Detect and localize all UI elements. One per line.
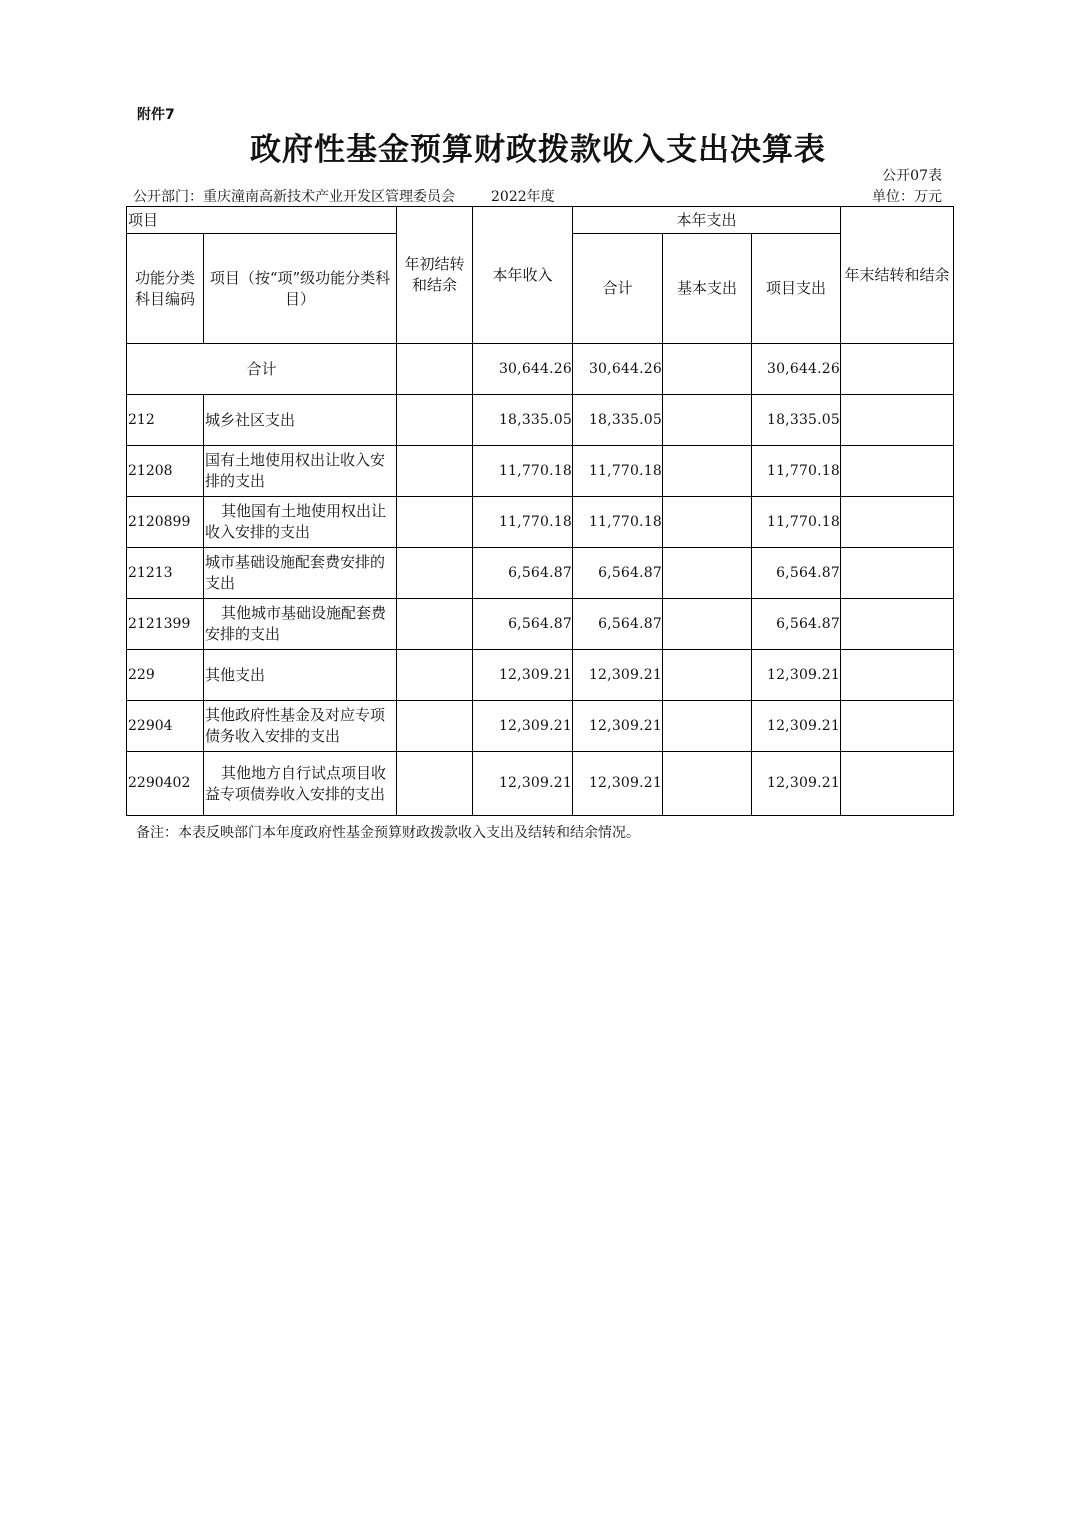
- row-total: 11,770.18: [573, 446, 663, 497]
- row-total: 11,770.18: [573, 497, 663, 548]
- department-label: 公开部门：重庆潼南高新技术产业开发区管理委员会: [133, 189, 455, 205]
- header-name: 项目（按“项”级功能分类科目）: [204, 234, 397, 344]
- row-name: 其他国有土地使用权出让收入安排的支出: [204, 497, 397, 548]
- row-income: 12,309.21: [473, 701, 573, 752]
- row-code: 2290402: [127, 752, 204, 816]
- page-title: 政府性基金预算财政拨款收入支出决算表: [250, 132, 826, 168]
- header-code: 功能分类科目编码: [127, 234, 204, 344]
- header-project: 项目支出: [752, 234, 841, 344]
- table-row: [127, 548, 954, 599]
- header-item: 项目: [127, 207, 397, 234]
- row-basic: [663, 497, 752, 548]
- header-closing: 年末结转和结余: [841, 207, 954, 344]
- total-income: 30,644.26: [473, 344, 573, 395]
- row-project: 12,309.21: [752, 701, 841, 752]
- row-project: 11,770.18: [752, 497, 841, 548]
- row-closing: [841, 497, 954, 548]
- table-row: [127, 701, 954, 752]
- table-row: [127, 752, 954, 816]
- total-project: 30,644.26: [752, 344, 841, 395]
- budget-table: [126, 206, 954, 816]
- row-income: 18,335.05: [473, 395, 573, 446]
- header-total: 合计: [573, 234, 663, 344]
- row-total: 6,564.87: [573, 548, 663, 599]
- total-opening: [397, 344, 473, 395]
- total-basic: [663, 344, 752, 395]
- row-code: 229: [127, 650, 204, 701]
- row-income: 12,309.21: [473, 752, 573, 816]
- row-code: 22904: [127, 701, 204, 752]
- row-project: 6,564.87: [752, 548, 841, 599]
- unit-label: 单位：万元: [872, 189, 942, 205]
- table-row: [127, 446, 954, 497]
- row-name: 城乡社区支出: [204, 395, 397, 446]
- row-code: 21208: [127, 446, 204, 497]
- row-code: 2121399: [127, 599, 204, 650]
- table-row: [127, 497, 954, 548]
- row-closing: [841, 446, 954, 497]
- row-basic: [663, 446, 752, 497]
- header-income: 本年收入: [473, 207, 573, 344]
- total-row: [127, 344, 954, 395]
- row-opening: [397, 497, 473, 548]
- row-name: 城市基础设施配套费安排的支出: [204, 548, 397, 599]
- row-total: 12,309.21: [573, 752, 663, 816]
- row-total: 12,309.21: [573, 650, 663, 701]
- row-code: 2120899: [127, 497, 204, 548]
- row-project: 6,564.87: [752, 599, 841, 650]
- total-closing: [841, 344, 954, 395]
- row-income: 6,564.87: [473, 548, 573, 599]
- row-basic: [663, 548, 752, 599]
- row-project: 12,309.21: [752, 752, 841, 816]
- row-name: 其他支出: [204, 650, 397, 701]
- row-income: 11,770.18: [473, 497, 573, 548]
- row-total: 6,564.87: [573, 599, 663, 650]
- row-total: 18,335.05: [573, 395, 663, 446]
- department-line: [133, 186, 555, 206]
- header-opening: 年初结转和结余: [397, 207, 473, 344]
- row-income: 11,770.18: [473, 446, 573, 497]
- row-income: 12,309.21: [473, 650, 573, 701]
- row-closing: [841, 752, 954, 816]
- row-code: 212: [127, 395, 204, 446]
- row-name: 其他政府性基金及对应专项债务收入安排的支出: [204, 701, 397, 752]
- row-income: 6,564.87: [473, 599, 573, 650]
- row-closing: [841, 548, 954, 599]
- row-project: 11,770.18: [752, 446, 841, 497]
- row-name: 其他地方自行试点项目收益专项债券收入安排的支出: [204, 752, 397, 816]
- header-basic: 基本支出: [663, 234, 752, 344]
- row-basic: [663, 701, 752, 752]
- fiscal-year: 2022年度: [491, 189, 555, 205]
- row-basic: [663, 395, 752, 446]
- row-name: 国有土地使用权出让收入安排的支出: [204, 446, 397, 497]
- row-basic: [663, 599, 752, 650]
- row-closing: [841, 701, 954, 752]
- row-opening: [397, 395, 473, 446]
- row-opening: [397, 650, 473, 701]
- header-row-top: [127, 207, 954, 234]
- table-row: [127, 650, 954, 701]
- header-expense: 本年支出: [573, 207, 841, 234]
- row-basic: [663, 752, 752, 816]
- row-basic: [663, 650, 752, 701]
- row-project: 18,335.05: [752, 395, 841, 446]
- row-name: 其他城市基础设施配套费安排的支出: [204, 599, 397, 650]
- row-project: 12,309.21: [752, 650, 841, 701]
- row-closing: [841, 650, 954, 701]
- row-opening: [397, 548, 473, 599]
- row-opening: [397, 701, 473, 752]
- row-closing: [841, 599, 954, 650]
- row-opening: [397, 446, 473, 497]
- row-total: 12,309.21: [573, 701, 663, 752]
- table-number: 公开07表: [882, 168, 942, 184]
- table-note: 备注：本表反映部门本年度政府性基金预算财政拨款收入支出及结转和结余情况。: [136, 825, 640, 841]
- row-closing: [841, 395, 954, 446]
- table-row: [127, 395, 954, 446]
- total-total: 30,644.26: [573, 344, 663, 395]
- row-opening: [397, 752, 473, 816]
- total-label: 合计: [127, 344, 397, 395]
- table-row: [127, 599, 954, 650]
- row-opening: [397, 599, 473, 650]
- attachment-label: 附件7: [137, 107, 175, 123]
- row-code: 21213: [127, 548, 204, 599]
